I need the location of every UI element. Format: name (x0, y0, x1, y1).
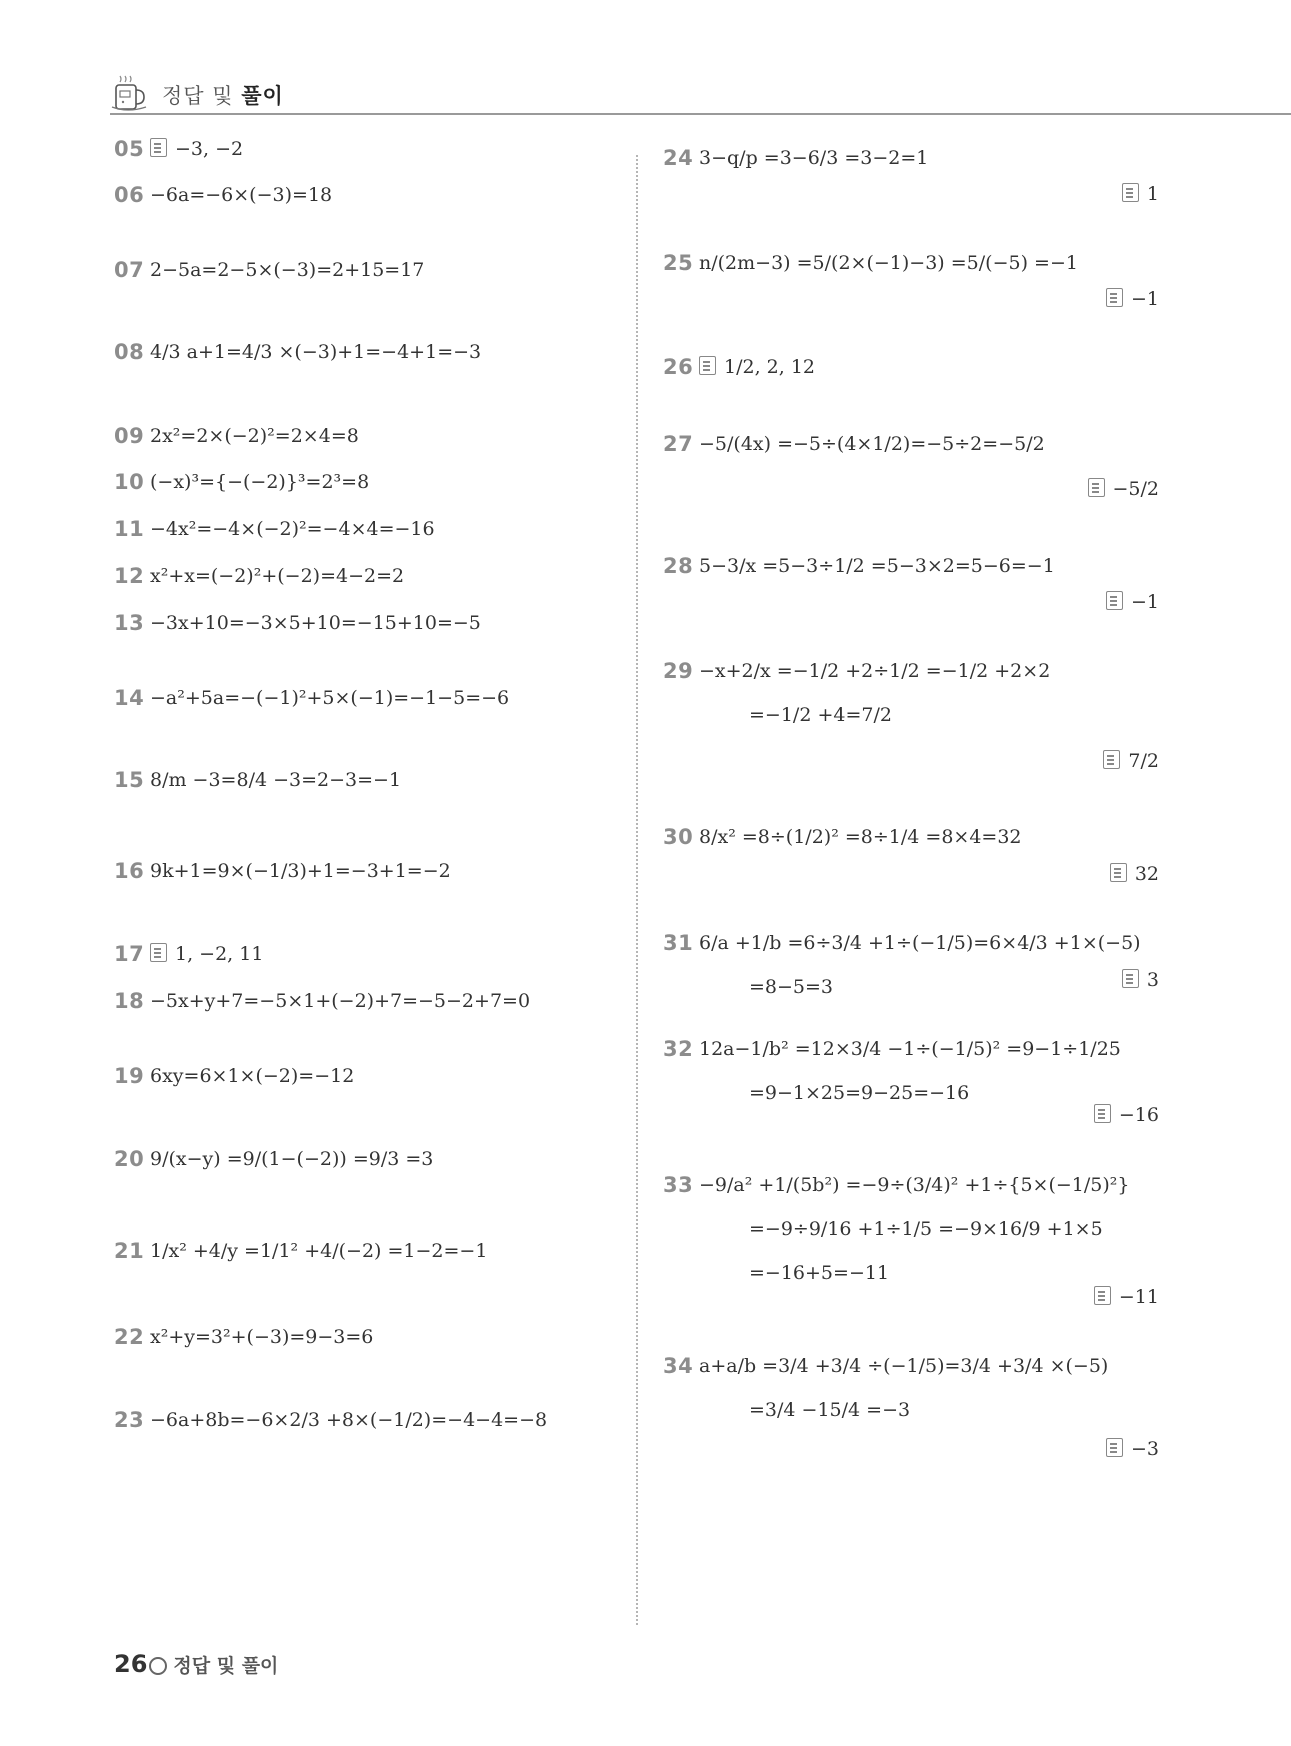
problem-number: 15 (114, 768, 145, 792)
problem-number: 26 (663, 355, 694, 379)
problem-number: 17 (114, 942, 145, 966)
circle-icon (149, 1657, 167, 1675)
answer-icon (1106, 1438, 1123, 1457)
problem-number: 22 (114, 1325, 145, 1349)
solution-lines (150, 183, 332, 227)
answer-value: −5/2 (1112, 478, 1159, 500)
solution-line: −9/a² +1/(5b²) =−9÷(3/4)² +1÷{5×(−1/5)²} (699, 1174, 1130, 1196)
solution-line: 6xy=6×1×(−2)=−12 (150, 1065, 355, 1087)
solution-lines (699, 825, 1022, 869)
solution-line: −5/(4x) =−5÷(4×1/2)=−5÷2=−5/2 (699, 433, 1045, 455)
solution-line: −6a=−6×(−3)=18 (150, 184, 333, 206)
answer-value: −1 (1130, 288, 1159, 310)
solution-line: −a²+5a=−(−1)²+5×(−1)=−1−5=−6 (150, 687, 510, 709)
answer-value: −3, −2 (175, 138, 244, 160)
solution-line: =9−1×25=9−25=−16 (749, 1082, 970, 1104)
answer-value: 1, −2, 11 (175, 943, 264, 965)
answer-icon (699, 356, 716, 375)
solution-line: =−9÷9/16 +1÷1/5 =−9×16/9 +1×5 (749, 1218, 1103, 1240)
solution-lines (150, 1239, 487, 1283)
answer (1103, 750, 1159, 772)
solution-lines (150, 424, 359, 468)
answer-icon (1094, 1286, 1111, 1305)
solution-lines (150, 768, 401, 812)
answer-value: 32 (1134, 863, 1159, 885)
solution-lines (699, 931, 1141, 1019)
page-number: 26 (114, 1650, 148, 1678)
solution-line: =−16+5=−11 (749, 1262, 890, 1284)
problem-number: 23 (114, 1408, 145, 1432)
answer (1122, 183, 1159, 205)
problem-number: 19 (114, 1064, 145, 1088)
solution-lines (150, 989, 530, 1033)
answer (1094, 1104, 1159, 1126)
coffee-mug-icon (110, 74, 150, 114)
solution-line: 12a−1/b² =12×3/4 −1÷(−1/5)² =9−1÷1/25 (699, 1038, 1121, 1060)
problem-number: 31 (663, 931, 694, 955)
solution-lines (150, 470, 369, 514)
problem-number: 30 (663, 825, 694, 849)
solution-lines (150, 1064, 354, 1108)
solution-line: 8/m −3=8/4 −3=2−3=−1 (150, 769, 402, 791)
problem-number: 06 (114, 183, 145, 207)
solution-lines (150, 564, 404, 608)
answer-icon (150, 138, 167, 157)
solution-lines (150, 1325, 373, 1369)
solution-line: 8/x² =8÷(1/2)² =8÷1/4 =8×4=32 (699, 826, 1022, 848)
solution-line: 4/3 a+1=4/3 ×(−3)+1=−4+1=−3 (150, 341, 482, 363)
problem-number: 08 (114, 340, 145, 364)
problem-number: 34 (663, 1354, 694, 1378)
header-divider (110, 113, 1291, 115)
answer (1094, 1286, 1159, 1308)
problem-number: 11 (114, 517, 145, 541)
answer-icon (1122, 183, 1139, 202)
answer-icon (1110, 863, 1127, 882)
answer-value: −11 (1118, 1286, 1159, 1308)
problem-number: 33 (663, 1173, 694, 1197)
solution-line: x²+x=(−2)²+(−2)=4−2=2 (150, 565, 405, 587)
problem-number: 14 (114, 686, 145, 710)
problem-number: 27 (663, 432, 694, 456)
problem-number: 21 (114, 1239, 145, 1263)
answer (1106, 591, 1159, 613)
solution-line: n/(2m−3) =5/(2×(−1)−3) =5/(−5) =−1 (699, 252, 1078, 274)
solution-line (150, 137, 249, 161)
solution-line: 1/x² +4/y =1/1² +4/(−2) =1−2=−1 (150, 1240, 488, 1262)
problem-number: 05 (114, 137, 145, 161)
solution-line: −x+2/x =−1/2 +2÷1/2 =−1/2 +2×2 (699, 660, 1051, 682)
solution-lines (699, 355, 821, 399)
problem-number: 13 (114, 611, 145, 635)
solution-line: −6a+8b=−6×2/3 +8×(−1/2)=−4−4=−8 (150, 1409, 548, 1431)
solution-lines (150, 859, 451, 903)
solution-line: 9k+1=9×(−1/3)+1=−3+1=−2 (150, 860, 451, 882)
answer (1122, 969, 1159, 991)
solution-lines (150, 611, 481, 655)
solution-lines (150, 1408, 547, 1452)
solution-lines (699, 432, 1045, 476)
solution-line: 2x²=2×(−2)²=2×4=8 (150, 425, 359, 447)
answer-value: 1/2, 2, 12 (724, 356, 816, 378)
answer-value: 1 (1146, 183, 1159, 205)
answer-icon (1088, 478, 1105, 497)
problem-number: 12 (114, 564, 145, 588)
solution-lines (699, 146, 928, 190)
answer-icon (1103, 750, 1120, 769)
solution-lines (699, 1354, 1108, 1442)
answer-icon (1106, 288, 1123, 307)
page-footer (114, 1650, 278, 1678)
answer-icon (1122, 969, 1139, 988)
solution-lines (699, 1173, 1130, 1305)
solution-line: =3/4 −15/4 =−3 (749, 1399, 911, 1421)
solution-line: =−1/2 +4=7/2 (749, 704, 892, 726)
problem-number: 20 (114, 1147, 145, 1171)
problem-number: 07 (114, 258, 145, 282)
answer (1106, 288, 1159, 310)
problem-number: 29 (663, 659, 694, 683)
footer-text: 정답 및 풀이 (173, 1655, 279, 1677)
problem-number: 18 (114, 989, 145, 1013)
answer (1110, 863, 1159, 885)
solution-lines (150, 517, 435, 561)
solution-lines (699, 1037, 1121, 1125)
solution-line: 6/a +1/b =6÷3/4 +1÷(−1/5)=6×4/3 +1×(−5) (699, 932, 1141, 954)
answer-icon (150, 943, 167, 962)
answer (1106, 1438, 1159, 1460)
answer-value: 7/2 (1128, 750, 1159, 772)
column-divider (636, 155, 638, 1625)
problem-number: 25 (663, 251, 694, 275)
answer-value: −1 (1130, 591, 1159, 613)
problem-number: 24 (663, 146, 694, 170)
solution-line: 2−5a=2−5×(−3)=2+15=17 (150, 259, 425, 281)
solution-line (150, 942, 269, 966)
page-header (110, 70, 1291, 116)
problem-number: 16 (114, 859, 145, 883)
solution-line: 9/(x−y) =9/(1−(−2)) =9/3 =3 (150, 1148, 434, 1170)
answer-value: 3 (1146, 969, 1159, 991)
solution-line: (−x)³={−(−2)}³=2³=8 (150, 471, 370, 493)
solution-lines (699, 554, 1055, 598)
solution-line: 5−3/x =5−3÷1/2 =5−3×2=5−6=−1 (699, 555, 1055, 577)
solution-line: −4x²=−4×(−2)²=−4×4=−16 (150, 518, 435, 540)
solution-lines (150, 137, 249, 181)
solution-line: −5x+y+7=−5×1+(−2)+7=−5−2+7=0 (150, 990, 531, 1012)
answer-icon (1106, 591, 1123, 610)
solution-lines (699, 659, 1050, 747)
header-title: 정답 및 풀이 (162, 84, 284, 108)
problem-number: 32 (663, 1037, 694, 1061)
solution-lines (150, 258, 424, 302)
solution-line: x²+y=3²+(−3)=9−3=6 (150, 1326, 374, 1348)
problem-number: 28 (663, 554, 694, 578)
answer-value: −16 (1118, 1104, 1159, 1126)
solution-line: a+a/b =3/4 +3/4 ÷(−1/5)=3/4 +3/4 ×(−5) (699, 1355, 1109, 1377)
solution-line: =8−5=3 (749, 976, 834, 998)
solution-lines (699, 251, 1078, 295)
solution-lines (150, 340, 481, 384)
solution-line: 3−q/p =3−6/3 =3−2=1 (699, 147, 929, 169)
answer-icon (1094, 1104, 1111, 1123)
solution-lines (150, 686, 509, 730)
solution-lines (150, 942, 269, 986)
problem-number: 10 (114, 470, 145, 494)
solution-line: −3x+10=−3×5+10=−15+10=−5 (150, 612, 481, 634)
answer (1088, 478, 1160, 500)
solution-lines (150, 1147, 433, 1191)
solution-line (699, 355, 821, 379)
answer-value: −3 (1130, 1438, 1159, 1460)
problem-number: 09 (114, 424, 145, 448)
